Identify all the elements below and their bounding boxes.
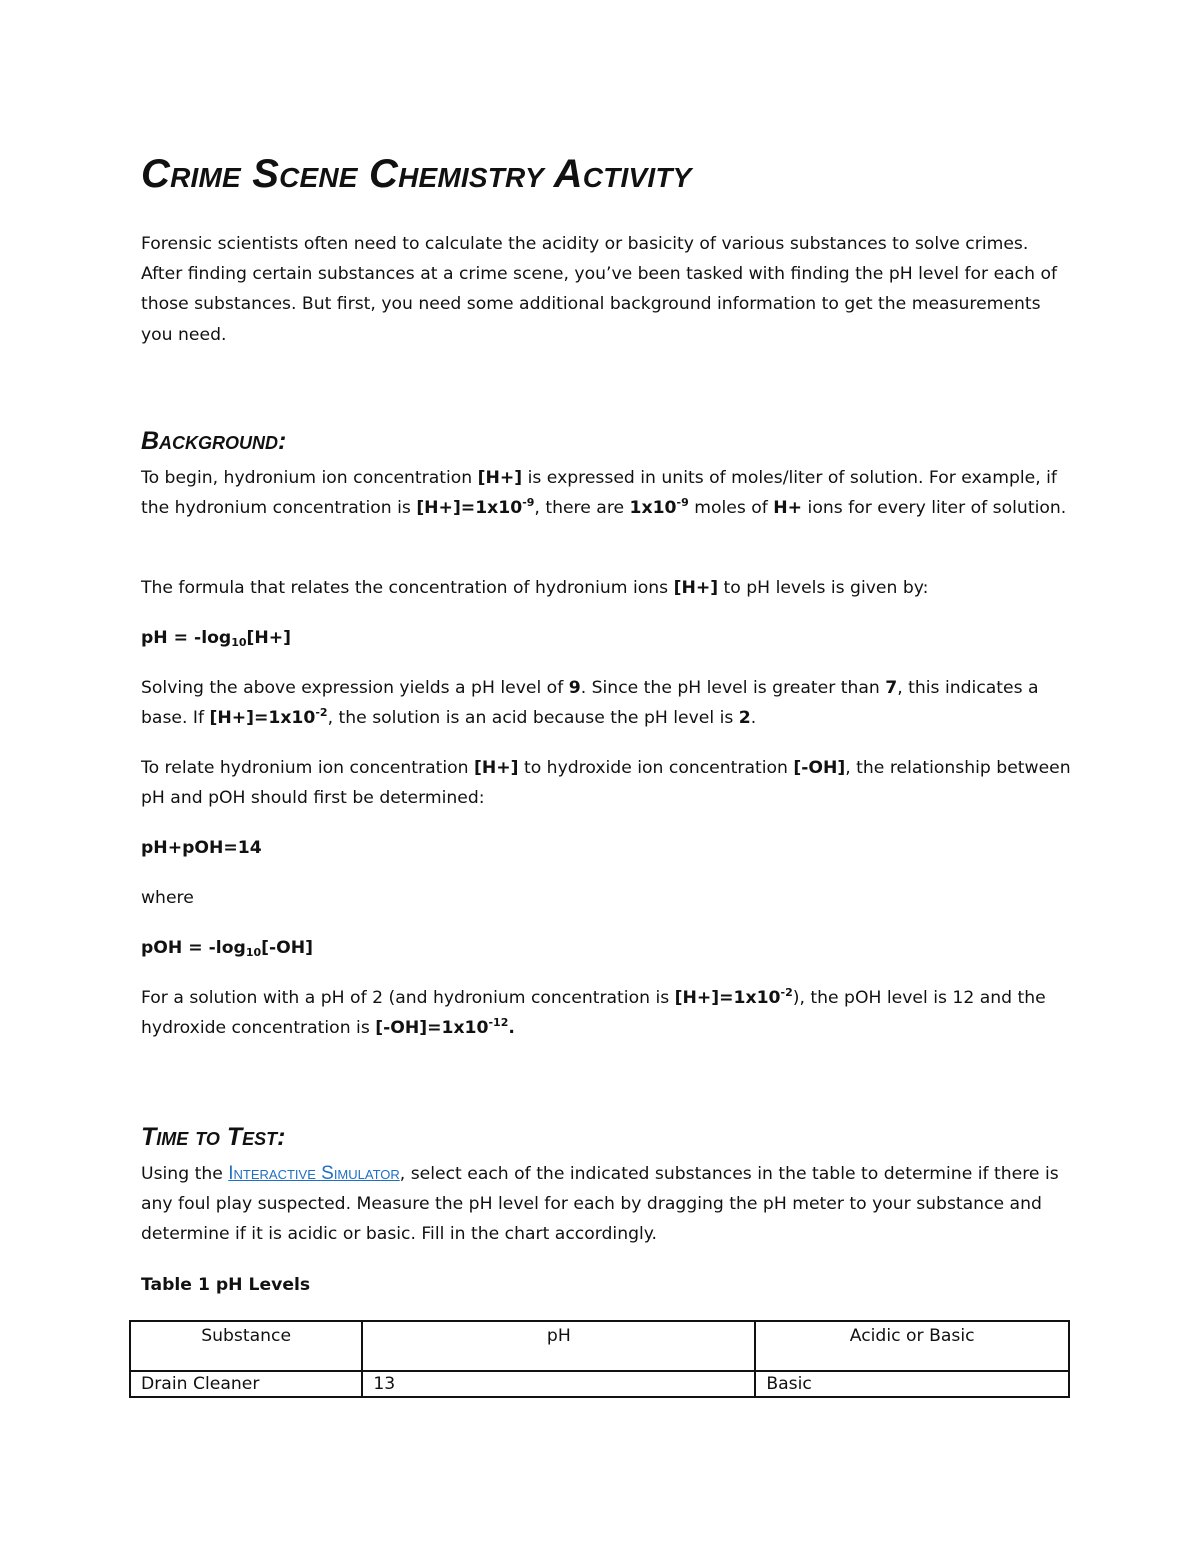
ph-poh-formula: pH+pOH=14	[141, 838, 262, 858]
page-title: Crime Scene Chemistry Activity	[141, 152, 692, 196]
table-row	[130, 1371, 1069, 1397]
table-caption: Table 1 pH Levels	[141, 1275, 311, 1295]
background-paragraph-2: The formula that relates the concentration of hydronium ions [H+] to pH levels is given by:	[141, 578, 929, 598]
interactive-simulator-link[interactable]: Interactive Simulator	[228, 1163, 400, 1184]
poh-formula: pOH = $-\log_{10}[-OH]$	[141, 938, 313, 959]
header-substance: Substance	[130, 1321, 362, 1371]
time-to-test-heading: Time to Test:	[141, 1123, 286, 1151]
background-paragraph-5: For a solution with a pH of 2 (and hydronium concentration is $[H+]=1x10^{-2}$), the pOH level is 12 and the hydroxide concentration is $[-OH]=1x10^{-12}$.	[141, 986, 1046, 1039]
ph-levels-table	[129, 1320, 1070, 1398]
header-ph: pH	[362, 1321, 755, 1371]
intro-paragraph: Forensic scientists often need to calculate the acidity or basicity of various substances to solve crimes. After finding certain substances at a crime scene, you’ve been tasked with finding the pH level for each of those substances. But first, you need some additional background information to get the measurements you need.	[141, 234, 1058, 345]
where-text: where	[141, 888, 194, 908]
cell-ph[interactable]: 13	[362, 1371, 755, 1397]
background-paragraph-3: Solving the above expression yields a pH level of 9. Since the pH level is greater than 7, this indicates a base. If $[H+]=1x10^{-2}$, the solution is an acid because the pH level is 2.	[141, 678, 1039, 729]
ph-formula: pH = $-\log_{10}[H+]$	[141, 628, 292, 649]
cell-acidic-or-basic[interactable]: Basic	[755, 1371, 1069, 1397]
background-paragraph-4: To relate hydronium ion concentration [H+] to hydroxide ion concentration [-OH], the relationship between pH and pOH should first be determined:	[141, 758, 1071, 809]
header-acidic-or-basic: Acidic or Basic	[755, 1321, 1069, 1371]
background-paragraph-1: To begin, hydronium ion concentration [H+] is expressed in units of moles/liter of solution. For example, if the hydronium concentration is $[H+]=1x10^{-9}$, there are $1x10^{-9}$ moles of H+ ions for every liter of solution.	[141, 468, 1067, 519]
background-heading: Background:	[141, 427, 287, 455]
table-header-row	[130, 1321, 1069, 1371]
cell-substance[interactable]: Drain Cleaner	[130, 1371, 362, 1397]
test-paragraph: Using the Interactive Simulator, select each of the indicated substances in the table to determine if there is any foul play suspected. Measure the pH level for each by dragging the pH meter to your substance and determine if it is acidic or basic. Fill in the chart accordingly.	[141, 1163, 1059, 1245]
